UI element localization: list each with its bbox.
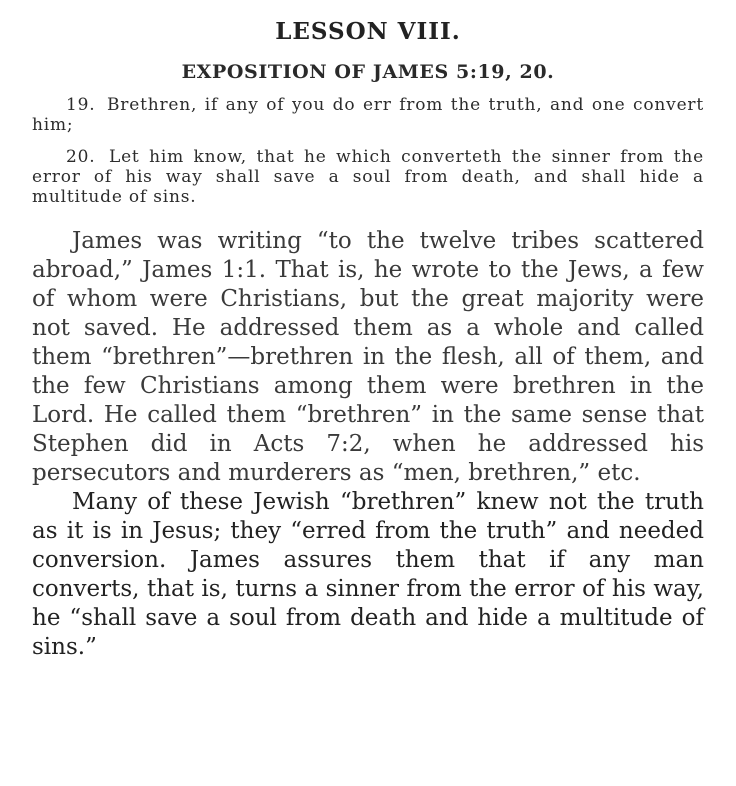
paragraph-2: Many of these Jewish “brethren” knew not the truth as it is in Jesus; they “erred from the truth” and needed conversion. James assures them that if any man converts, that is, turns a sinner from the error of his way, he “shall save a soul from death and hide a multitude of sins.”: [32, 489, 704, 660]
verse-19: [32, 95, 704, 135]
verse-number: 19.: [66, 95, 96, 115]
verse-20: [32, 147, 704, 207]
verse-text: Brethren, if any of you do err from the truth, and one convert him;: [32, 95, 704, 135]
verse-number: 20.: [66, 147, 96, 167]
exposition-title: EXPOSITION OF JAMES 5:19, 20.: [181, 61, 555, 83]
spacer: [32, 219, 704, 227]
paragraph-1: James was writing “to the twelve tribes scattered abroad,” James 1:1. That is, he wrote to the Jews, a few of whom were Christians, but the great majority were not saved. He addressed them as a whole and called them “brethren”—brethren in the flesh, all of them, and the few Christians among them were brethren in the Lord. He called them “brethren” in the same sense that Stephen did in Acts 7:2, when he addressed his persecutors and murderers as “men, brethren,” etc.: [32, 228, 704, 486]
document-page: [32, 18, 704, 662]
verse-text: Let him know, that he which converteth the sinner from the error of his way shall save a soul from death, and shall hide a multitude of sins.: [32, 147, 704, 207]
lesson-title: LESSON VIII.: [275, 18, 461, 45]
